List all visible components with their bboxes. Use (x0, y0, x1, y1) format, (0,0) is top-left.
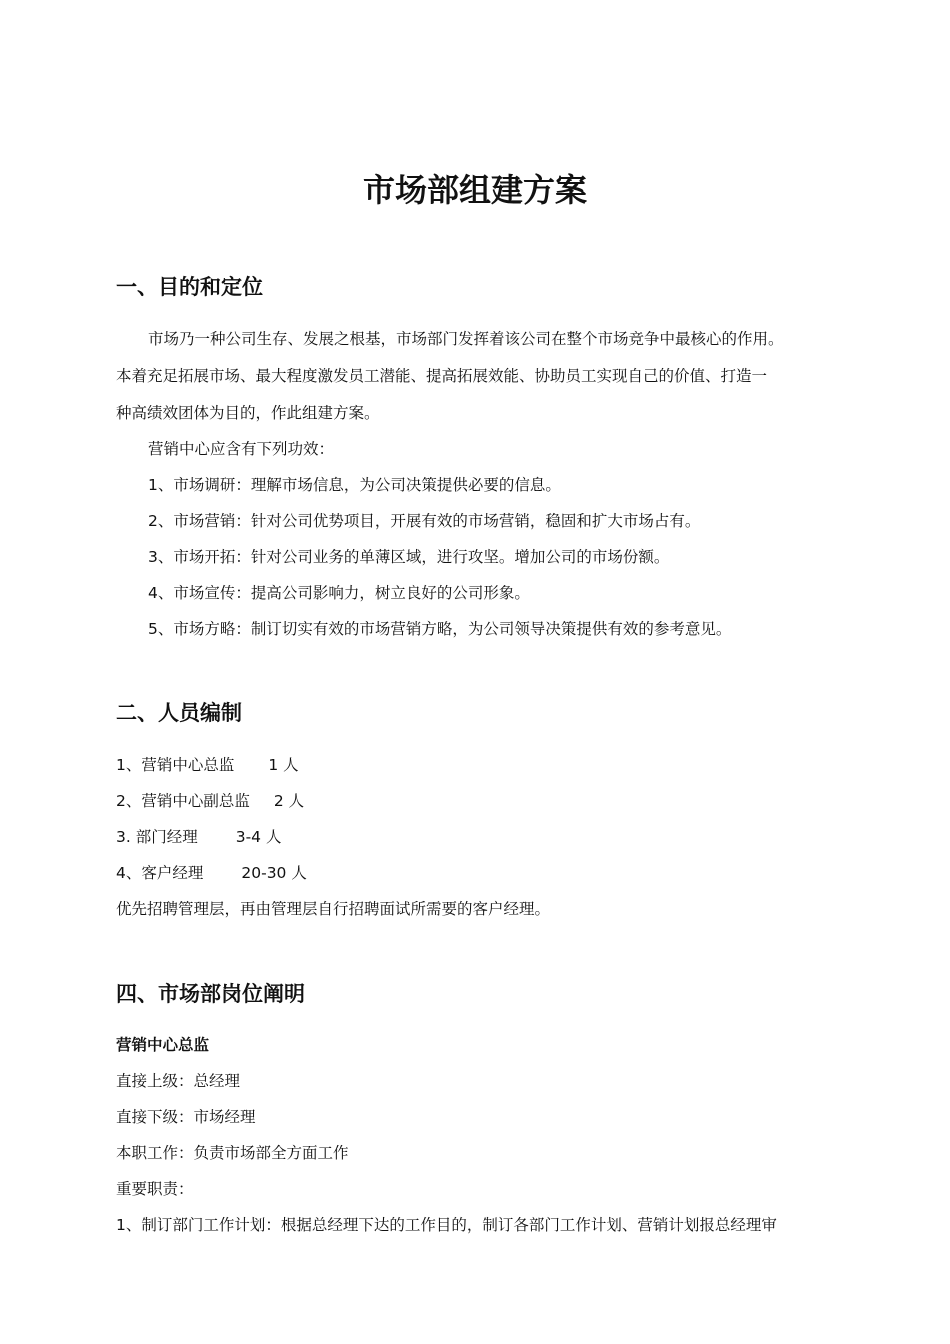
section1-paragraph-line3: 种高绩效团体为目的，作此组建方案。 (116, 404, 380, 422)
function-item: 2、市场营销：针对公司优势项目，开展有效的市场营销，稳固和扩大市场占有。 (148, 512, 701, 530)
staff-count: 3-4 人 (235, 828, 282, 846)
staff-role: 1、营销中心总监 (116, 756, 235, 774)
staff-row (116, 754, 299, 776)
staff-count: 2 人 (273, 792, 305, 810)
position-title: 营销中心总监 (116, 1036, 210, 1054)
key-duty-item: 1、制订部门工作计划：根据总经理下达的工作目的，制订各部门工作计划、营销计划报总经理审 (116, 1216, 777, 1234)
section2-heading: 二、人员编制 (116, 701, 242, 725)
staff-count: 1 人 (268, 756, 299, 774)
staff-row (116, 862, 307, 884)
function-item: 4、市场宣传：提高公司影响力，树立良好的公司形象。 (148, 584, 530, 602)
section4-heading: 四、市场部岗位阐明 (116, 982, 305, 1006)
function-item: 5、市场方略：制订切实有效的市场营销方略，为公司领导决策提供有效的参考意见。 (148, 620, 732, 638)
direct-superior: 直接上级：总经理 (116, 1072, 241, 1090)
key-duties-label: 重要职责： (116, 1180, 194, 1198)
core-duty: 本职工作：负责市场部全方面工作 (116, 1144, 349, 1162)
staff-role: 2、营销中心副总监 (116, 792, 250, 810)
functions-intro: 营销中心应含有下列功效： (148, 440, 335, 458)
staff-row (116, 826, 281, 848)
staff-row (116, 790, 304, 812)
section1-paragraph-line1: 市场乃一种公司生存、发展之根基，市场部门发挥着该公司在整个市场竞争中最核心的作用。 (148, 330, 784, 348)
staff-role: 3. 部门经理 (116, 828, 198, 846)
staff-count: 20-30 人 (241, 864, 307, 882)
function-item: 1、市场调研：理解市场信息，为公司决策提供必要的信息。 (148, 476, 561, 494)
section1-paragraph-line2: 本着充足拓展市场、最大程度激发员工潜能、提高拓展效能、协助员工实现自己的价值、打造一 (116, 367, 768, 385)
section1-heading: 一、目的和定位 (116, 275, 263, 299)
staffing-note: 优先招聘管理层，再由管理层自行招聘面试所需要的客户经理。 (116, 900, 551, 918)
function-item: 3、市场开拓：针对公司业务的单薄区域，进行攻坚。增加公司的市场份额。 (148, 548, 670, 566)
staff-role: 4、客户经理 (116, 864, 204, 882)
document-title: 市场部组建方案 (362, 171, 587, 209)
direct-subordinate: 直接下级：市场经理 (116, 1108, 256, 1126)
